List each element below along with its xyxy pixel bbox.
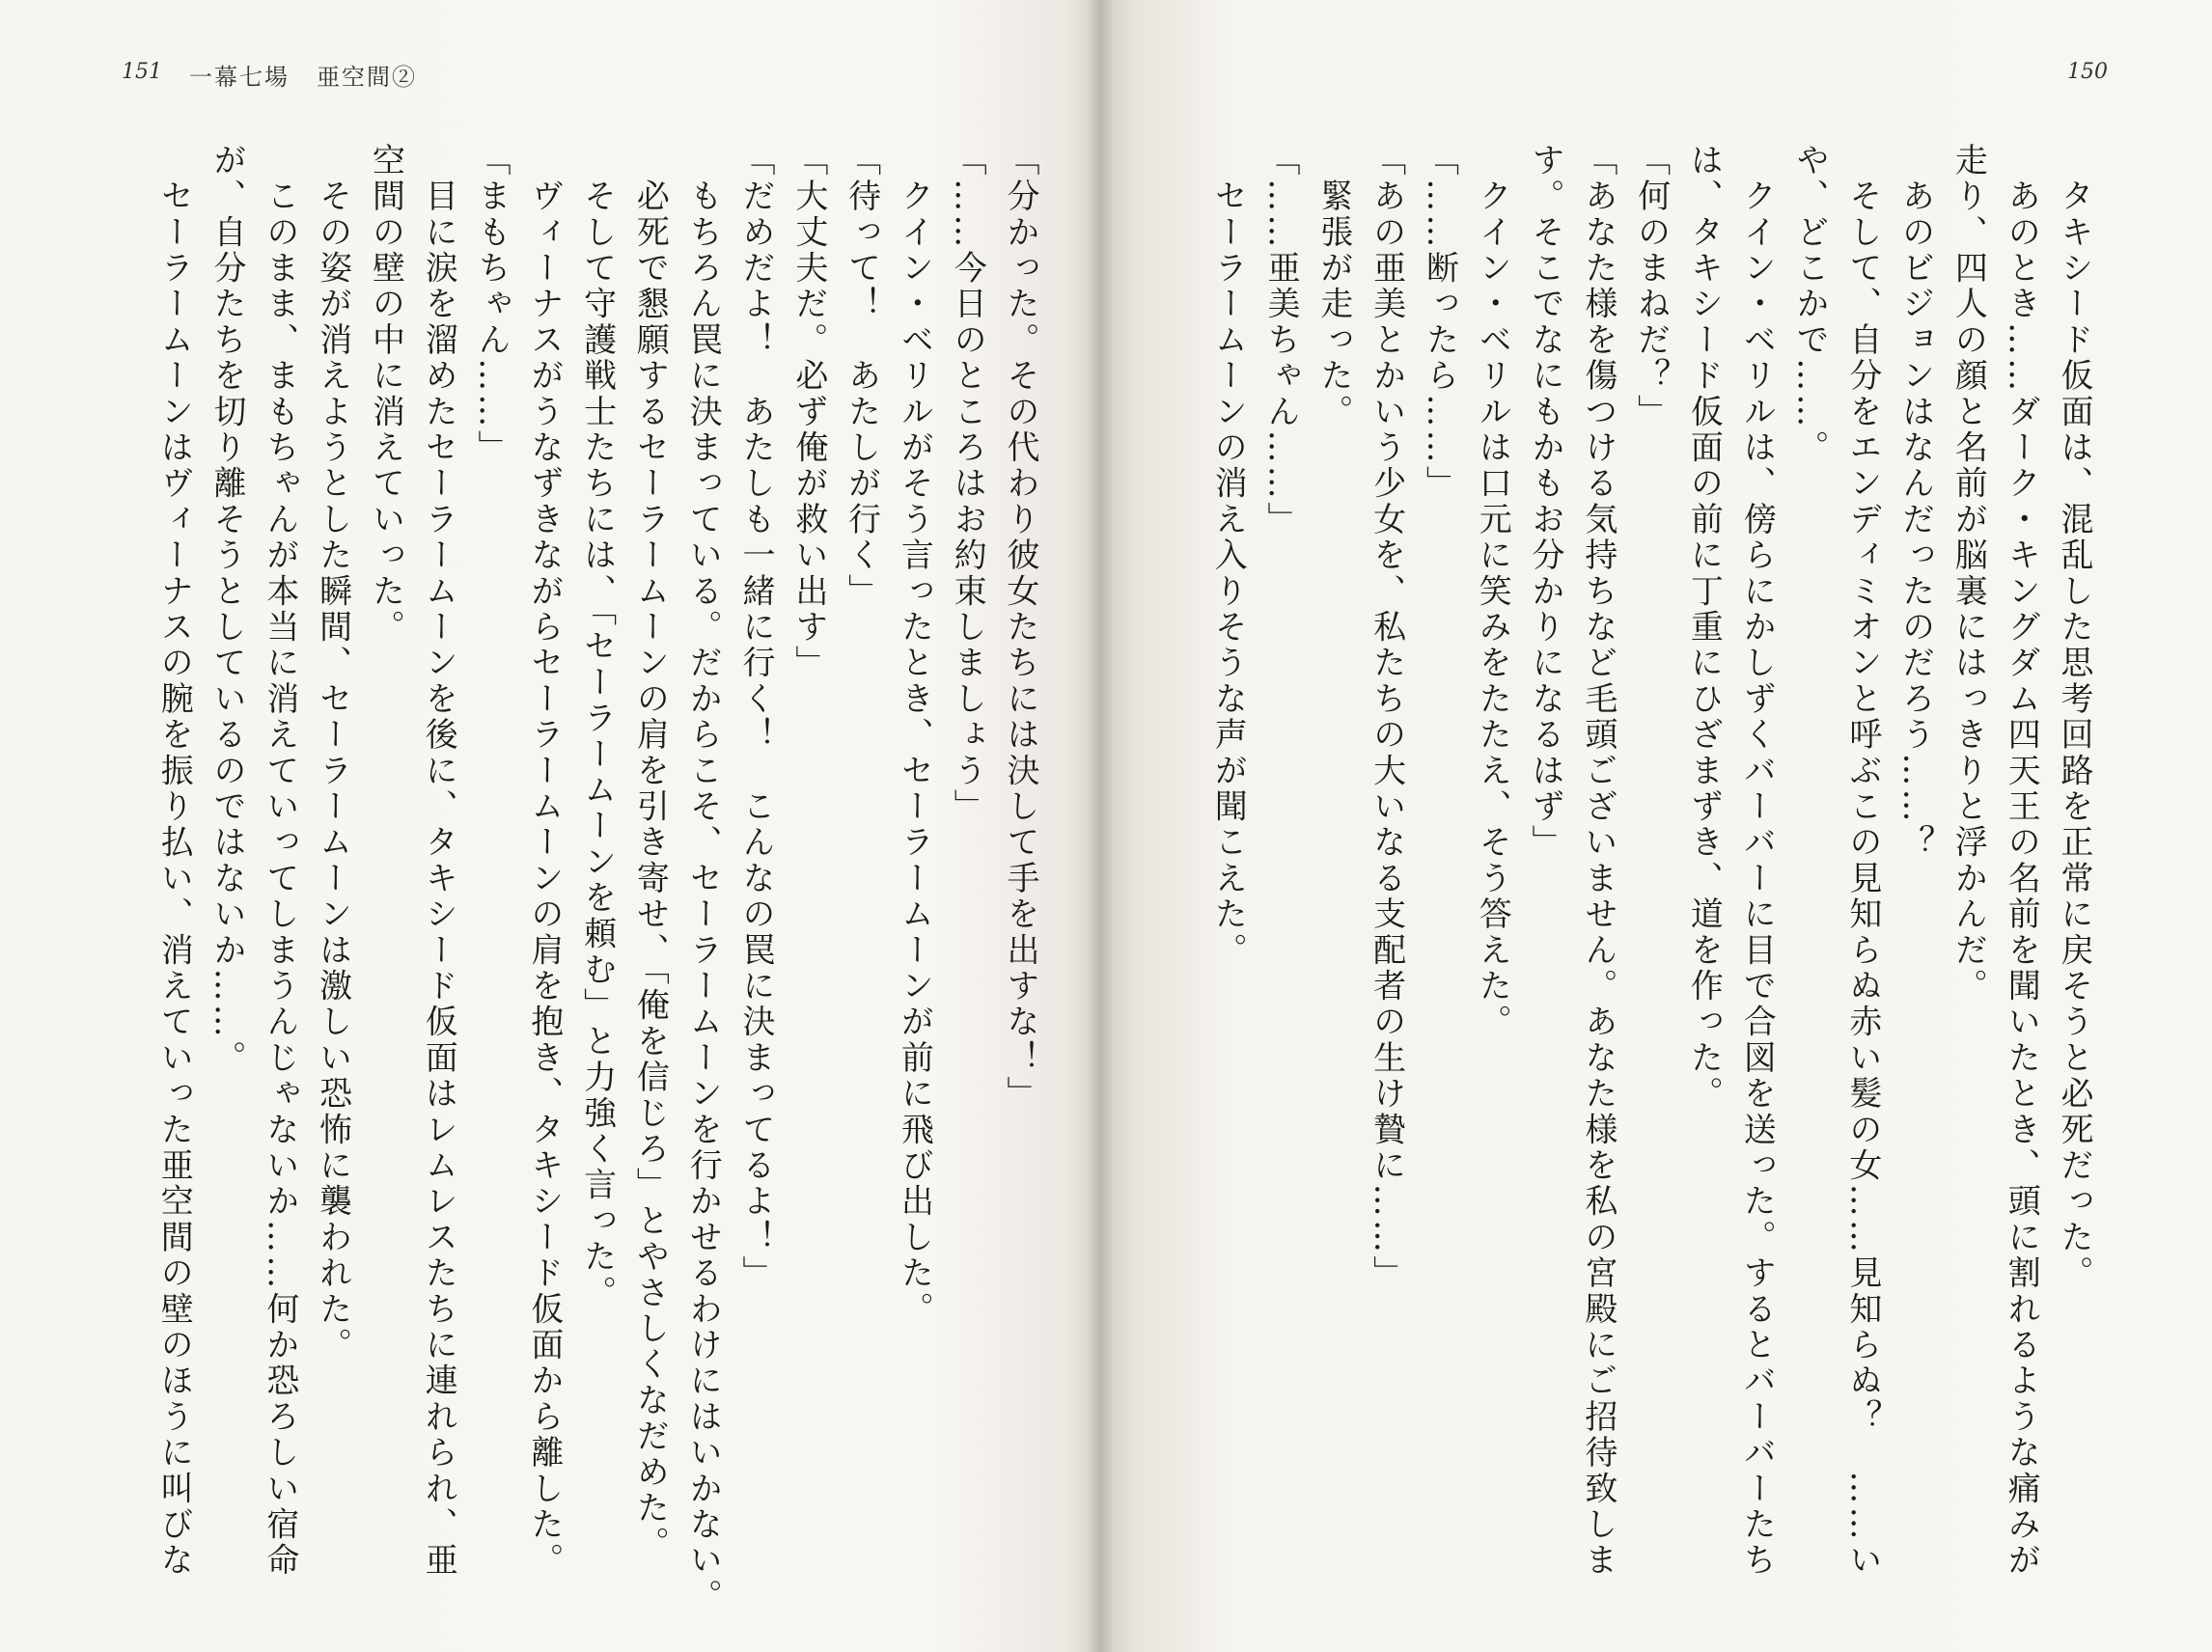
right-page-body [1193,143,2100,1590]
text-line: 「待って！ あたしが行く」 [842,143,881,610]
text-line: クイン・ベリルは口元に笑みをたたえ、そう答えた。 [1473,143,1512,1040]
text-line: 「大丈夫だ。必ず俺が救い出す」 [788,143,828,681]
text-line: 「……今日のところはお約束しましょう」 [948,143,987,825]
text-line: す。そこでなにもかもお分かりになるはず」 [1526,143,1565,861]
text-line: クイン・ベリルがそう言ったとき、セーラームーンが前に飛び出した。 [895,143,934,1328]
text-line: が、自分たちを切り離そうとしているのではないか……。 [207,143,247,1077]
text-line: 空間の壁の中に消えていった。 [366,143,405,646]
text-line: そして、自分をエンディミオンと呼ぶこの見知らぬ赤い髪の女……見知らぬ？ ……い [1842,143,1882,1579]
text-line: あのビジョンはなんだったのだろう……？ [1895,143,1935,861]
running-head [189,58,417,92]
text-line: 緊張が走った。 [1313,143,1353,430]
left-page-body [110,143,1046,1615]
text-line: は、タキシード仮面の前に丁重にひざまずき、道を作った。 [1684,143,1724,1113]
text-line: タキシード仮面は、混乱した思考回路を正常に戻そうと必死だった。 [2055,143,2093,1292]
left-page [0,0,1100,1652]
running-head-act: 一幕七場 [189,64,290,91]
text-line: や、どこかで……。 [1790,143,1830,466]
text-line: 目に涙を溜めたセーラームーンを後に、タキシード仮面はレムレスたちに連れられ、亜 [419,143,458,1579]
text-line: もちろん罠に決まっている。だからこそ、セーラームーンを行かせるわけにはいかない。 [683,143,723,1615]
text-line: 「何のまねだ？」 [1631,143,1671,430]
text-line: その姿が消えようとした瞬間、セーラームーンは激しい恐怖に襲われた。 [313,143,352,1363]
page-number-right: 150 [2067,60,2108,84]
text-line: 「分かった。その代わり彼女たちには決して手を出すな！」 [1001,143,1039,1113]
text-line: あのとき……ダーク・キングダム四天王の名前を聞いたとき、頭に割れるような痛みが [2002,143,2041,1579]
text-line: 「あの亜美とかいう少女を、私たちの大いなる支配者の生け贄に……」 [1367,143,1406,1292]
text-line: クイン・ベリルは、傍らにかしずくバーバーに目で合図を送った。するとバーバーたち [1737,143,1777,1579]
page-number-left: 151 [122,60,162,84]
text-line: 「あなた様を傷つける気持ちなど毛頭ございません。あなた様を私の宮殿にご招待致しま [1578,143,1618,1579]
text-line: 必死で懇願するセーラームーンの肩を引き寄せ、「俺を信じろ」とやさしくなだめた。 [630,143,670,1562]
running-head-scene: 亜空間② [317,64,417,91]
book-gutter [1089,0,1112,1652]
text-line: 「だめだよ！ あたしも一緒に行く！ こんなの罠に決まってるよ！」 [736,143,776,1292]
text-line: このまま、まもちゃんが本当に消えていってしまうんじゃないか……何か恐ろしい宿命 [260,143,299,1579]
text-line: 「まもちゃん……」 [472,143,512,466]
text-line: 「……断ったら……」 [1420,143,1459,502]
text-line: 「……亜美ちゃん……」 [1261,143,1301,538]
text-line: セーラームーンの消え入りそうな声が聞こえた。 [1208,143,1248,969]
text-line: そして守護戦士たちには、「セーラームーンを頼む」と力強く言った。 [577,143,617,1311]
text-line: ヴィーナスがうなずきながらセーラームーンの肩を抱き、タキシード仮面から離した。 [524,143,564,1579]
text-line: 走り、四人の顔と名前が脳裏にはっきりと浮かんだ。 [1949,143,1988,1005]
text-line: セーラームーンはヴィーナスの腕を振り払い、消えていった亜空間の壁のほうに叫びな [154,143,194,1579]
